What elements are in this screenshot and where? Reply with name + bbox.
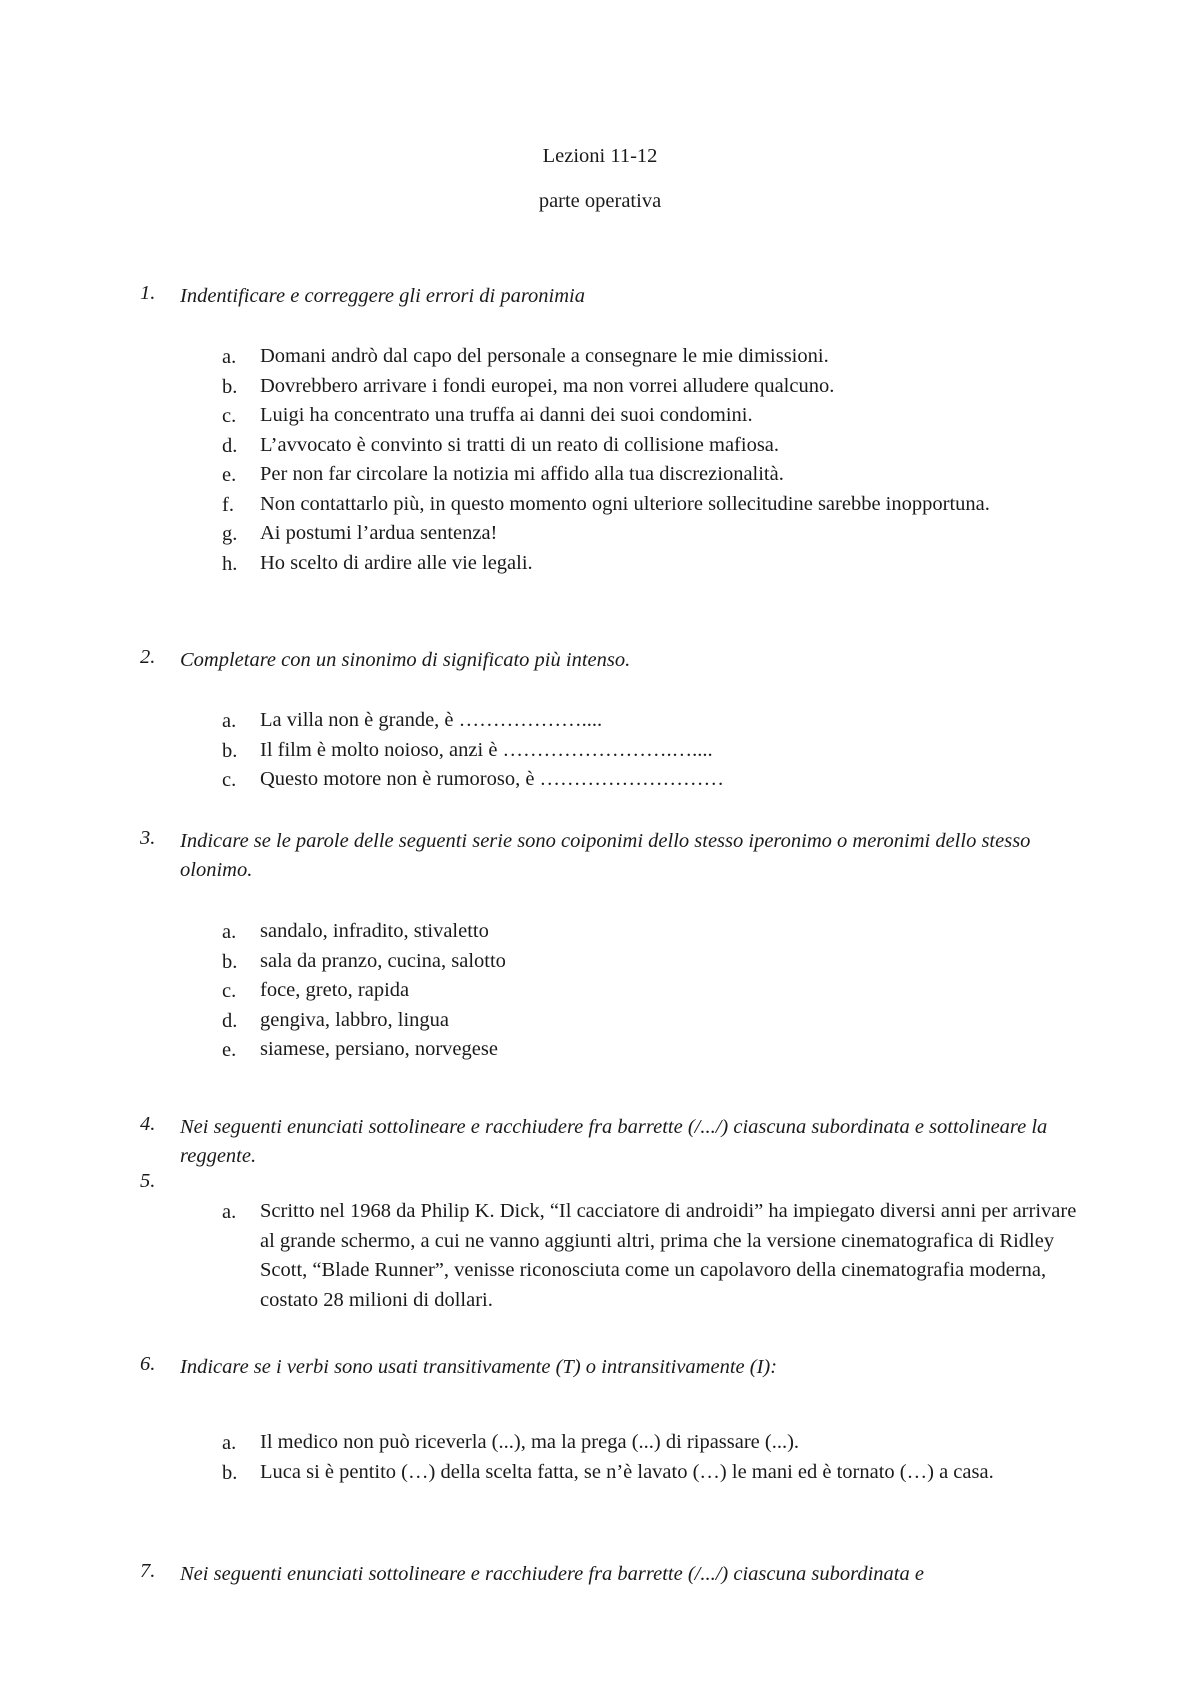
item-letter: b. <box>222 950 238 973</box>
item-text: sala da pranzo, cucina, salotto <box>260 949 506 972</box>
list-item <box>222 917 1092 947</box>
question-number: 7. <box>140 1560 156 1582</box>
list-item <box>222 549 1092 579</box>
question-number: 6. <box>140 1353 156 1375</box>
item-text: sandalo, infradito, stivaletto <box>260 920 489 942</box>
item-text: gengiva, labbro, lingua <box>260 1008 450 1031</box>
item-text: siamese, persiano, norvegese <box>260 1038 498 1060</box>
item-text: Domani andrò dal capo del personale a consegnare le mie dimissioni. <box>260 345 829 367</box>
list-item <box>222 490 1092 520</box>
item-letter: g. <box>222 523 238 545</box>
question-number: 4. <box>140 1113 156 1135</box>
list-item <box>222 401 1092 431</box>
list-item <box>222 372 1092 402</box>
question-text: Nei seguenti enunciati sottolineare e racchiudere fra barrette (/.../) ciascuna subordinata e sottolineare la reggente. <box>180 1116 1048 1167</box>
item-text: Ho scelto di ardire alle vie legali. <box>260 551 533 574</box>
list-item <box>222 765 1092 795</box>
item-letter: e. <box>222 1039 237 1061</box>
question-text: Nei seguenti enunciati sottolineare e racchiudere fra barrette (/.../) ciascuna subordinata e <box>180 1563 924 1585</box>
item-letter: c. <box>222 980 237 1002</box>
question-number: 3. <box>140 827 156 849</box>
item-text: Questo motore non è rumoroso, è ……………………… <box>260 768 725 790</box>
item-text: Luigi ha concentrato una truffa ai danni dei suoi condomini. <box>260 404 753 426</box>
question-6-items <box>222 1428 1092 1487</box>
item-text: foce, greto, rapida <box>260 979 410 1001</box>
item-letter: h. <box>222 552 238 575</box>
list-item <box>222 1035 1092 1065</box>
item-text: L’avvocato è convinto si tratti di un reato di collisione mafiosa. <box>260 433 780 456</box>
item-text: Dovrebbero arrivare i fondi europei, ma non vorrei alludere qualcuno. <box>260 374 835 397</box>
list-item <box>222 1197 1092 1315</box>
item-letter: a. <box>222 1432 237 1454</box>
question-number: 5. <box>140 1170 156 1192</box>
item-letter: c. <box>222 769 237 791</box>
list-item <box>222 1428 1092 1458</box>
item-text: Il medico non può riceverla (...), ma la prega (...) di ripassare (...). <box>260 1431 800 1453</box>
item-letter: b. <box>222 739 238 762</box>
question-1-items <box>222 342 1092 578</box>
list-item <box>222 947 1092 977</box>
item-text: Per non far circolare la notizia mi affido alla tua discrezionalità. <box>260 463 784 485</box>
item-text: Ai postumi l’ardua sentenza! <box>260 522 498 544</box>
list-item <box>222 460 1092 490</box>
list-item <box>222 1006 1092 1036</box>
item-text: Luca si è pentito (…) della scelta fatta, se n’è lavato (…) le mani ed è tornato (…) a casa. <box>260 1460 994 1483</box>
question-3-items <box>222 917 1092 1065</box>
question-5-items <box>222 1197 1092 1315</box>
item-letter: c. <box>222 405 237 427</box>
item-letter: b. <box>222 375 238 398</box>
item-text: La villa non è grande, è ……………….... <box>260 709 603 731</box>
list-item <box>222 342 1092 372</box>
item-letter: f. <box>222 493 234 516</box>
list-item <box>222 1458 1092 1488</box>
question-text: Indentificare e correggere gli errori di paronimia <box>180 285 585 307</box>
item-letter: b. <box>222 1461 238 1484</box>
list-item <box>222 976 1092 1006</box>
item-letter: a. <box>222 710 237 732</box>
page-subtitle: parte operativa <box>538 190 662 212</box>
list-item <box>222 706 1092 736</box>
item-letter: a. <box>222 346 237 368</box>
question-number: 2. <box>140 646 156 668</box>
list-item <box>222 519 1092 549</box>
item-letter: a. <box>222 1201 237 1223</box>
item-letter: d. <box>222 434 238 457</box>
item-letter: e. <box>222 464 237 486</box>
item-text: Il film è molto noioso, anzi è …………………….….... <box>260 738 713 761</box>
item-text: Non contattarlo più, in questo momento ogni ulteriore sollecitudine sarebbe inopportuna. <box>260 492 990 515</box>
question-text: Indicare se i verbi sono usati transitivamente (T) o intransitivamente (I): <box>180 1356 778 1378</box>
item-letter: d. <box>222 1009 238 1032</box>
page-title: Lezioni 11-12 <box>542 145 658 167</box>
question-2-items <box>222 706 1092 795</box>
item-text: Scritto nel 1968 da Philip K. Dick, “Il cacciatore di androidi” ha impiegato diversi anni per arrivare al grande schermo, a cui ne vanno aggiunti altri, prima che la versione cinematografica di Ridley Scott, “Blade Runner”, venisse riconosciuta come un capolavoro della cinematografia moderna, costato 28 milioni di dollari. <box>260 1200 1077 1311</box>
question-number: 1. <box>140 282 156 304</box>
item-letter: a. <box>222 921 237 943</box>
list-item <box>222 431 1092 461</box>
question-text: Completare con un sinonimo di significato più intenso. <box>180 649 631 671</box>
question-text: Indicare se le parole delle seguenti serie sono coiponimi dello stesso iperonimo o meronimi dello stesso olonimo. <box>180 830 1031 881</box>
list-item <box>222 736 1092 766</box>
